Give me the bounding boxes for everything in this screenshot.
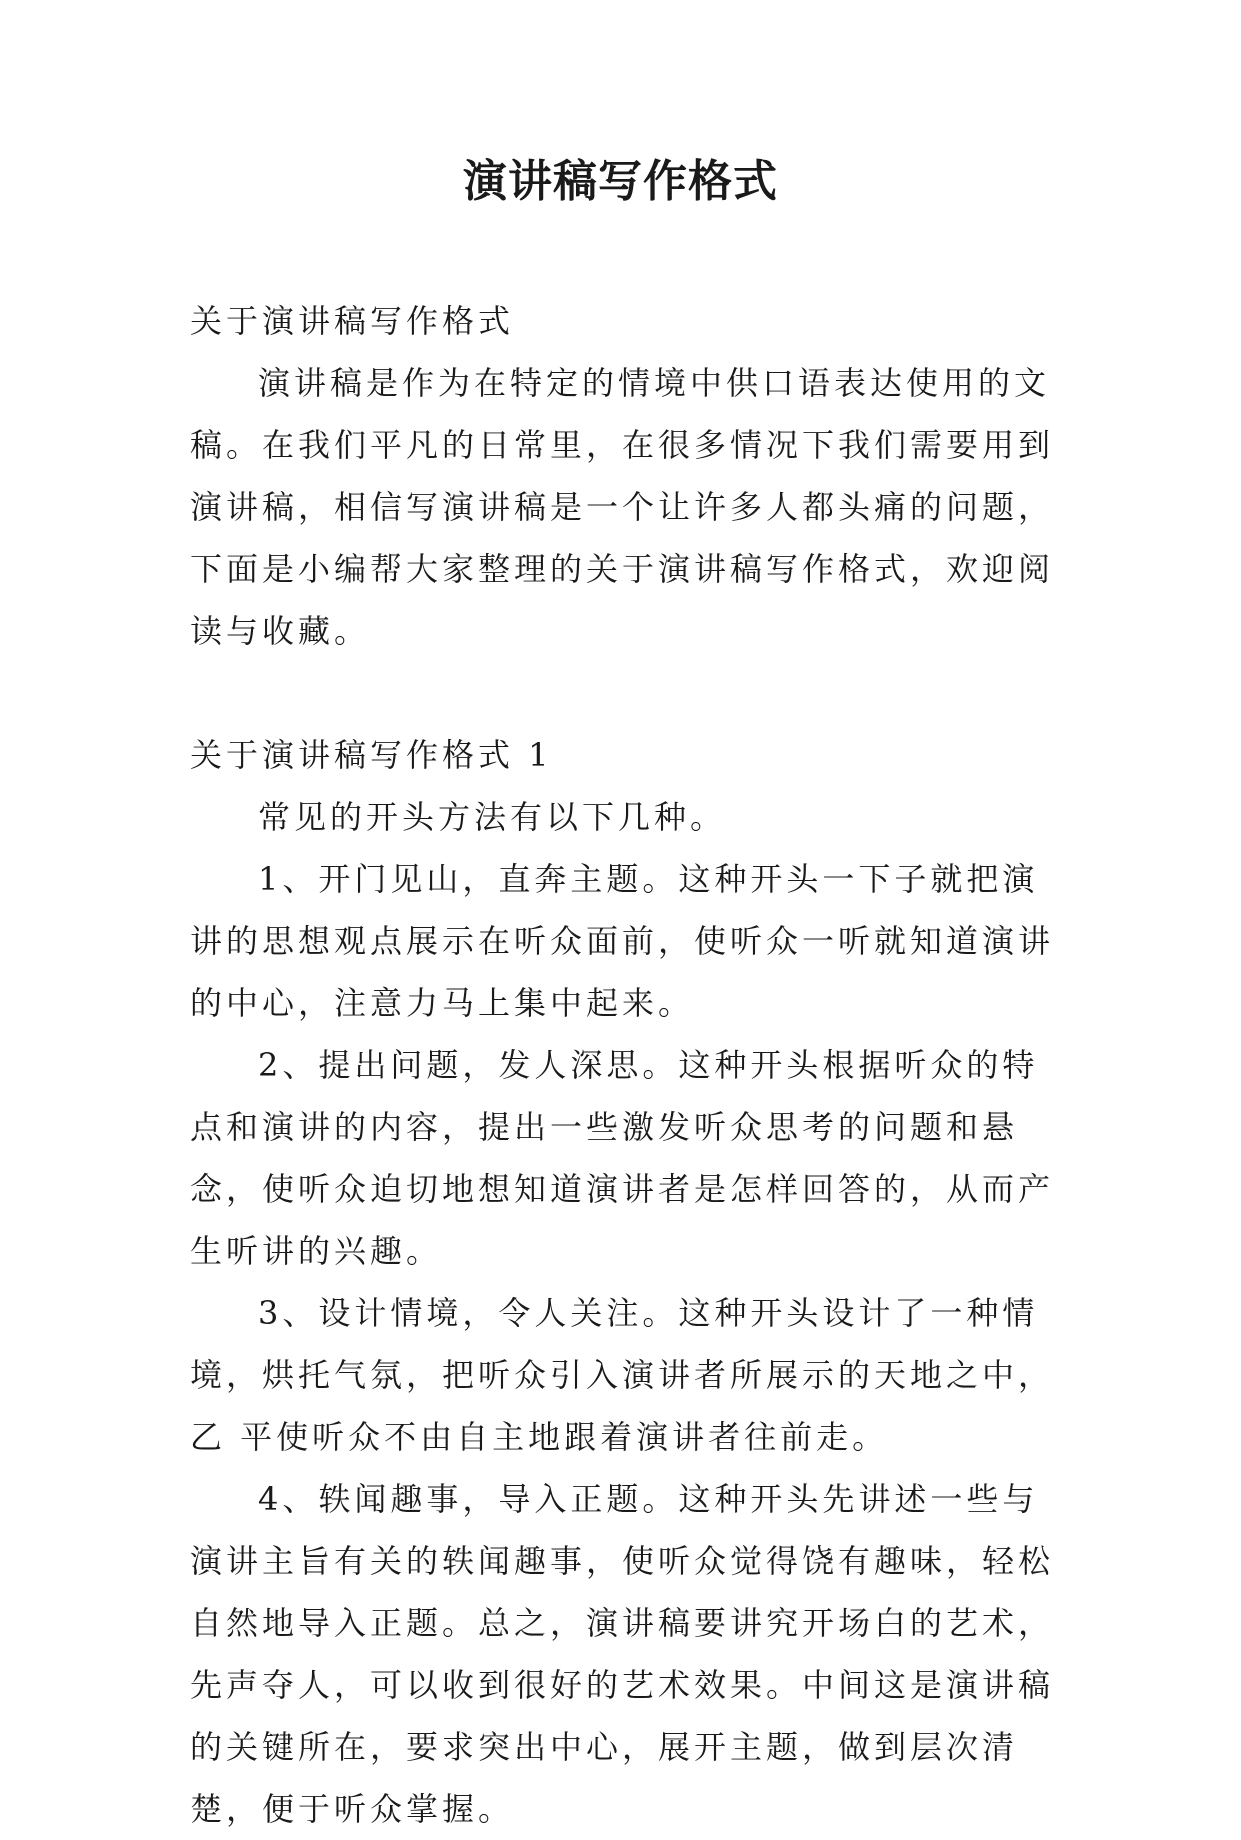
section-1-paragraph: 3、设计情境，令人关注。这种开头设计了一种情境，烘托气氛，把听众引入演讲者所展示的天地之中，乙 平使听众不由自主地跟着演讲者往前走。 [190,1294,1055,1456]
intro-paragraph: 演讲稿是作为在特定的情境中供口语表达使用的文稿。在我们平凡的日常里，在很多情况下我们需要用到演讲稿，相信写演讲稿是一个让许多人都头痛的问题，下面是小编帮大家整理的关于演讲稿写作格式，欢迎阅读与收藏。 [190,364,1055,650]
section-1-paragraph: 2、提出问题，发人深思。这种开头根据听众的特点和演讲的内容，提出一些激发听众思考的问题和悬念，使听众迫切地想知道演讲者是怎样回答的，从而产生听讲的兴趣。 [190,1046,1055,1270]
intro-heading: 关于演讲稿写作格式 [190,302,515,340]
section-1-paragraph: 常见的开头方法有以下几种。 [258,798,727,836]
section-1-heading: 关于演讲稿写作格式 1 [190,736,553,774]
document-body [190,290,1060,1840]
document-title: 演讲稿写作格式 [463,156,778,207]
section-1-paragraph: 4、轶闻趣事，导入正题。这种开头先讲述一些与演讲主旨有关的轶闻趣事，使听众觉得饶有趣味，轻松自然地导入正题。总之，演讲稿要讲究开场白的艺术，先声夺人，可以收到很好的艺术效果。中间这是演讲稿的关键所在，要求突出中心，展开主题，做到层次清楚，便于听众掌握。 [190,1480,1055,1828]
section-1-paragraph: 1、开门见山，直奔主题。这种开头一下子就把演讲的思想观点展示在听众面前，使听众一听就知道演讲的中心，注意力马上集中起来。 [190,860,1055,1022]
